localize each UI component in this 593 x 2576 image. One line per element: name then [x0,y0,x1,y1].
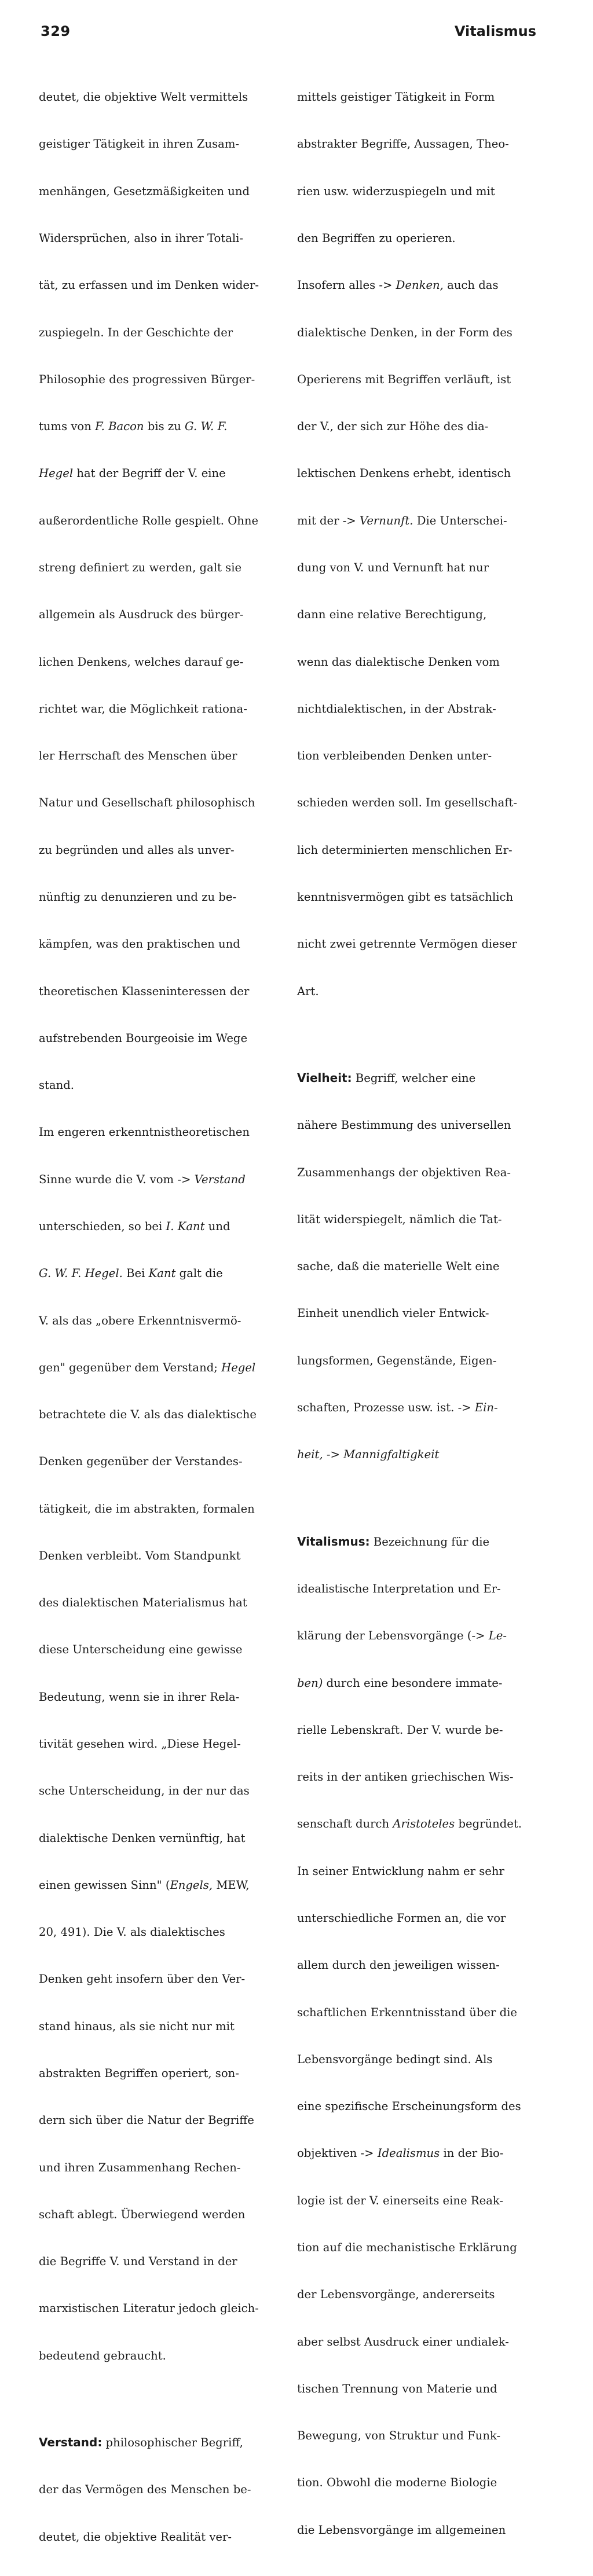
text-line: deutet, die objektive Realität ver- [39,2530,232,2544]
right-column [297,58,532,2569]
text-line: Denken geht insofern über den Ver- [39,1972,246,1986]
text-line: ben) durch eine besondere immate- [297,1676,503,1690]
text-line: sche Unterscheidung, in der nur das [39,1784,250,1798]
text-line [297,1447,532,1462]
text-line: Philosophie des progressiven Bürger- [39,372,255,386]
text-line: schaftlichen Erkenntnisstand über die [297,2005,517,2019]
text-line: rielle Lebenskraft. Der V. wurde be- [297,1723,503,1737]
entry-gap [297,1030,532,1039]
cross-ref-name: F. Bacon [95,420,144,434]
text-line: kenntnisvermögen gibt es tatsächlich [297,890,514,904]
text-line: Denken gegenüber der Verstandes- [39,1455,243,1469]
text-line: und ihren Zusammenhang Rechen- [39,2160,241,2174]
text-line: zuspiegeln. In der Geschichte der [39,325,233,339]
text-line: Bedeutung, wenn sie in ihrer Rela- [39,1690,240,1704]
text-line: Widersprüchen, also in ihrer Totali- [39,232,244,245]
text-line: dialektische Denken vernünftig, hat [39,1831,246,1845]
text-line: dann eine relative Berechtigung, [297,608,487,622]
text-line: abstrakten Begriffen operiert, son- [39,2067,239,2080]
text-line: Sinne wurde die V. vom -> Verstand [39,1172,246,1186]
text-line: Vielheit: Begriff, welcher eine [297,1071,476,1085]
text-line: den Begriffen zu operieren. [297,232,456,245]
entry-gap [297,1494,532,1503]
text-line: menhängen, Gesetzmäßigkeiten und [39,184,250,198]
text-line: dung von V. und Vernunft hat nur [297,561,489,574]
left-column [39,58,273,2576]
text-line: rien usw. widerzuspiegeln und mit [297,184,495,198]
text-line: Verstand: philosophischer Begriff, [39,2435,243,2450]
cross-ref-link: Le- [488,1629,507,1643]
cross-ref-arrow: -> [360,2146,374,2160]
text-line: tivität gesehen wird. „Diese Hegel- [39,1737,241,1751]
cross-ref-arrow: -> [379,278,393,292]
text-line: der das Vermögen des Menschen be- [39,2483,251,2497]
text-line: lektischen Denkens erhebt, identisch [297,467,511,480]
cross-ref-link: Idealismus [377,2146,440,2160]
cross-ref-link: Denken, [396,278,444,292]
text-line: tion verbleibenden Denken unter- [297,749,492,763]
text-line: tischen Trennung von Materie und [297,2381,497,2395]
text-line: lichen Denkens, welches darauf ge- [39,655,244,669]
cross-ref-link: ben) [297,1676,323,1690]
text-line: Bewegung, von Struktur und Funk- [297,2429,501,2443]
text-line: bedeutend gebraucht. [39,2349,166,2362]
text-line: ler Herrschaft des Menschen über [39,749,237,763]
text-line: lungsformen, Gegenstände, Eigen- [297,1353,497,1367]
text-line: objektiven -> Idealismus in der Bio- [297,2146,504,2160]
text-line: nichtdialektischen, in der Abstrak- [297,702,496,715]
text-line: 20, 491). Die V. als dialektisches [39,1925,225,1939]
cross-ref-name: Engels, [170,1878,213,1892]
text-line: der V., der sich zur Höhe des dia- [297,420,489,434]
text-line: Art. [297,984,319,998]
cross-ref-name: Hegel [221,1360,256,1374]
text-line: aufstrebenden Bourgeoisie im Wege [39,1031,248,1045]
cross-ref-arrow: -> [471,1629,485,1643]
text-line: richtet war, die Möglichkeit rationa- [39,702,247,715]
text-line: aber selbst Ausdruck einer undialek- [297,2335,509,2349]
entry-gap [39,2395,273,2403]
text-line: In seiner Entwicklung nahm er sehr [297,1864,504,1878]
text-line: G. W. F. Hegel. Bei Kant galt die [39,1267,223,1280]
cross-ref-name: I. Kant [166,1219,205,1233]
text-line: Einheit unendlich vieler Entwick- [297,1307,489,1320]
text-line: allem durch den jeweiligen wissen- [297,1958,500,1972]
text-line: geistiger Tätigkeit in ihren Zusam- [39,137,240,151]
entry-headword: Vitalismus: [297,1534,370,1548]
text-line: unterschiedliche Formen an, die vor [297,1911,506,1925]
text-line: lich determinierten menschlichen Er- [297,843,513,857]
text-line: außerordentliche Rolle gespielt. Ohne [39,513,259,527]
text-line: der Lebensvorgänge, andererseits [297,2288,495,2302]
cross-ref-arrow: -> [326,1448,340,1462]
text-line: zu begründen und alles als unver- [39,843,235,857]
cross-ref-arrow: -> [457,1400,471,1414]
text-line: Natur und Gesellschaft philosophisch [39,796,255,810]
text-line: Zusammenhangs der objektiven Rea- [297,1165,511,1179]
running-head: Vitalismus [454,23,536,39]
text-line: eine spezifische Erscheinungsform des [297,2100,521,2113]
cross-ref-name: Hegel [39,467,74,480]
text-line: die Begriffe V. und Verstand in der [39,2255,237,2269]
text-line: logie ist der V. einerseits eine Reak- [297,2193,504,2207]
cross-ref-link: Verstand [194,1172,246,1186]
cross-ref-name: G. W. F. Hegel. [39,1267,123,1280]
text-line: Insofern alles -> Denken, auch das [297,278,499,292]
text-line: Denken verbleibt. Vom Standpunkt [39,1548,241,1562]
text-line: schaft ablegt. Überwiegend werden [39,2207,246,2221]
text-line: deutet, die objektive Welt vermittels [39,90,248,104]
text-line: lität widerspiegelt, nämlich die Tat- [297,1212,502,1226]
cross-ref-arrow: -> [177,1172,191,1186]
page-header [0,23,593,46]
cross-ref-link: heit, [297,1448,323,1462]
page-number: 329 [41,23,71,39]
text-line: V. als das „obere Erkenntnisvermö- [39,1313,241,1327]
text-line: kämpfen, was den praktischen und [39,937,240,951]
text-line: Lebensvorgänge bedingt sind. Als [297,2052,493,2066]
text-line: allgemein als Ausdruck des bürger- [39,608,244,622]
cross-ref-arrow: -> [342,513,356,527]
text-line: tion auf die mechanistische Erklärung [297,2240,517,2254]
text-line: Operierens mit Begriffen verläuft, ist [297,372,511,386]
text-line: schaften, Prozesse usw. ist. -> Ein- [297,1400,498,1414]
entry-headword: Verstand: [39,2435,103,2450]
text-line: tion. Obwohl die moderne Biologie [297,2476,497,2490]
text-line: schieden werden soll. Im gesellschaft- [297,796,518,810]
cross-ref-name: Aristoteles [393,1817,455,1831]
text-line: nähere Bestimmung des universellen [297,1118,511,1132]
text-line: klärung der Lebensvorgänge (-> Le- [297,1629,507,1643]
text-line: senschaft durch Aristoteles begründet. [297,1817,522,1831]
text-line: tätigkeit, die im abstrakten, formalen [39,1502,255,1515]
text-line: die Lebensvorgänge im allgemeinen [297,2523,506,2537]
text-line: nicht zwei getrennte Vermögen dieser [297,937,517,951]
text-line: dialektische Denken, in der Form des [297,325,513,339]
text-line: mittels geistiger Tätigkeit in Form [297,90,495,104]
text-line: streng definiert zu werden, galt sie [39,561,242,574]
text-line: stand hinaus, als sie nicht nur mit [39,2019,235,2033]
cross-ref-name: G. W. F. [185,420,228,434]
text-line: stand. [39,1078,75,1092]
cross-ref-link: Ein- [474,1400,498,1414]
text-line: Hegel hat der Begriff der V. eine [39,467,226,480]
cross-ref-link: Mannigfaltigkeit [343,1448,440,1462]
text-line: diese Unterscheidung eine gewisse [39,1643,243,1657]
text-line: abstrakter Begriffe, Aussagen, Theo- [297,137,509,151]
text-line: einen gewissen Sinn" (Engels, MEW, [39,1878,250,1892]
text-line: des dialektischen Materialismus hat [39,1596,247,1610]
text-line: Vitalismus: Bezeichnung für die [297,1534,490,1548]
text-line: dern sich über die Natur der Begriffe [39,2113,254,2127]
text-line: tums von F. Bacon bis zu G. W. F. [39,420,228,434]
text-line: idealistische Interpretation und Er- [297,1582,501,1595]
text-line: betrachtete die V. als das dialektische [39,1408,257,1422]
text-line: gen" gegenüber dem Verstand; Hegel [39,1360,256,1374]
text-line: wenn das dialektische Denken vom [297,655,500,669]
text-line: sache, daß die materielle Welt eine [297,1260,500,1274]
text-line: nünftig zu denunzieren und zu be- [39,890,237,904]
cross-ref-name: Kant [148,1267,176,1280]
entry-headword: Vielheit: [297,1071,352,1085]
text-line: Im engeren erkenntnistheoretischen [39,1125,250,1139]
text-line: theoretischen Klasseninteressen der [39,984,250,998]
text-line: marxistischen Literatur jedoch gleich- [39,2302,259,2316]
text-line: mit der -> Vernunft. Die Unterschei- [297,513,507,527]
cross-ref-link: Vernunft. [359,513,413,527]
text-line: unterschieden, so bei I. Kant und [39,1219,230,1233]
text-line: reits in der antiken griechischen Wis- [297,1770,514,1784]
text-line: tät, zu erfassen und im Denken wider- [39,278,259,292]
